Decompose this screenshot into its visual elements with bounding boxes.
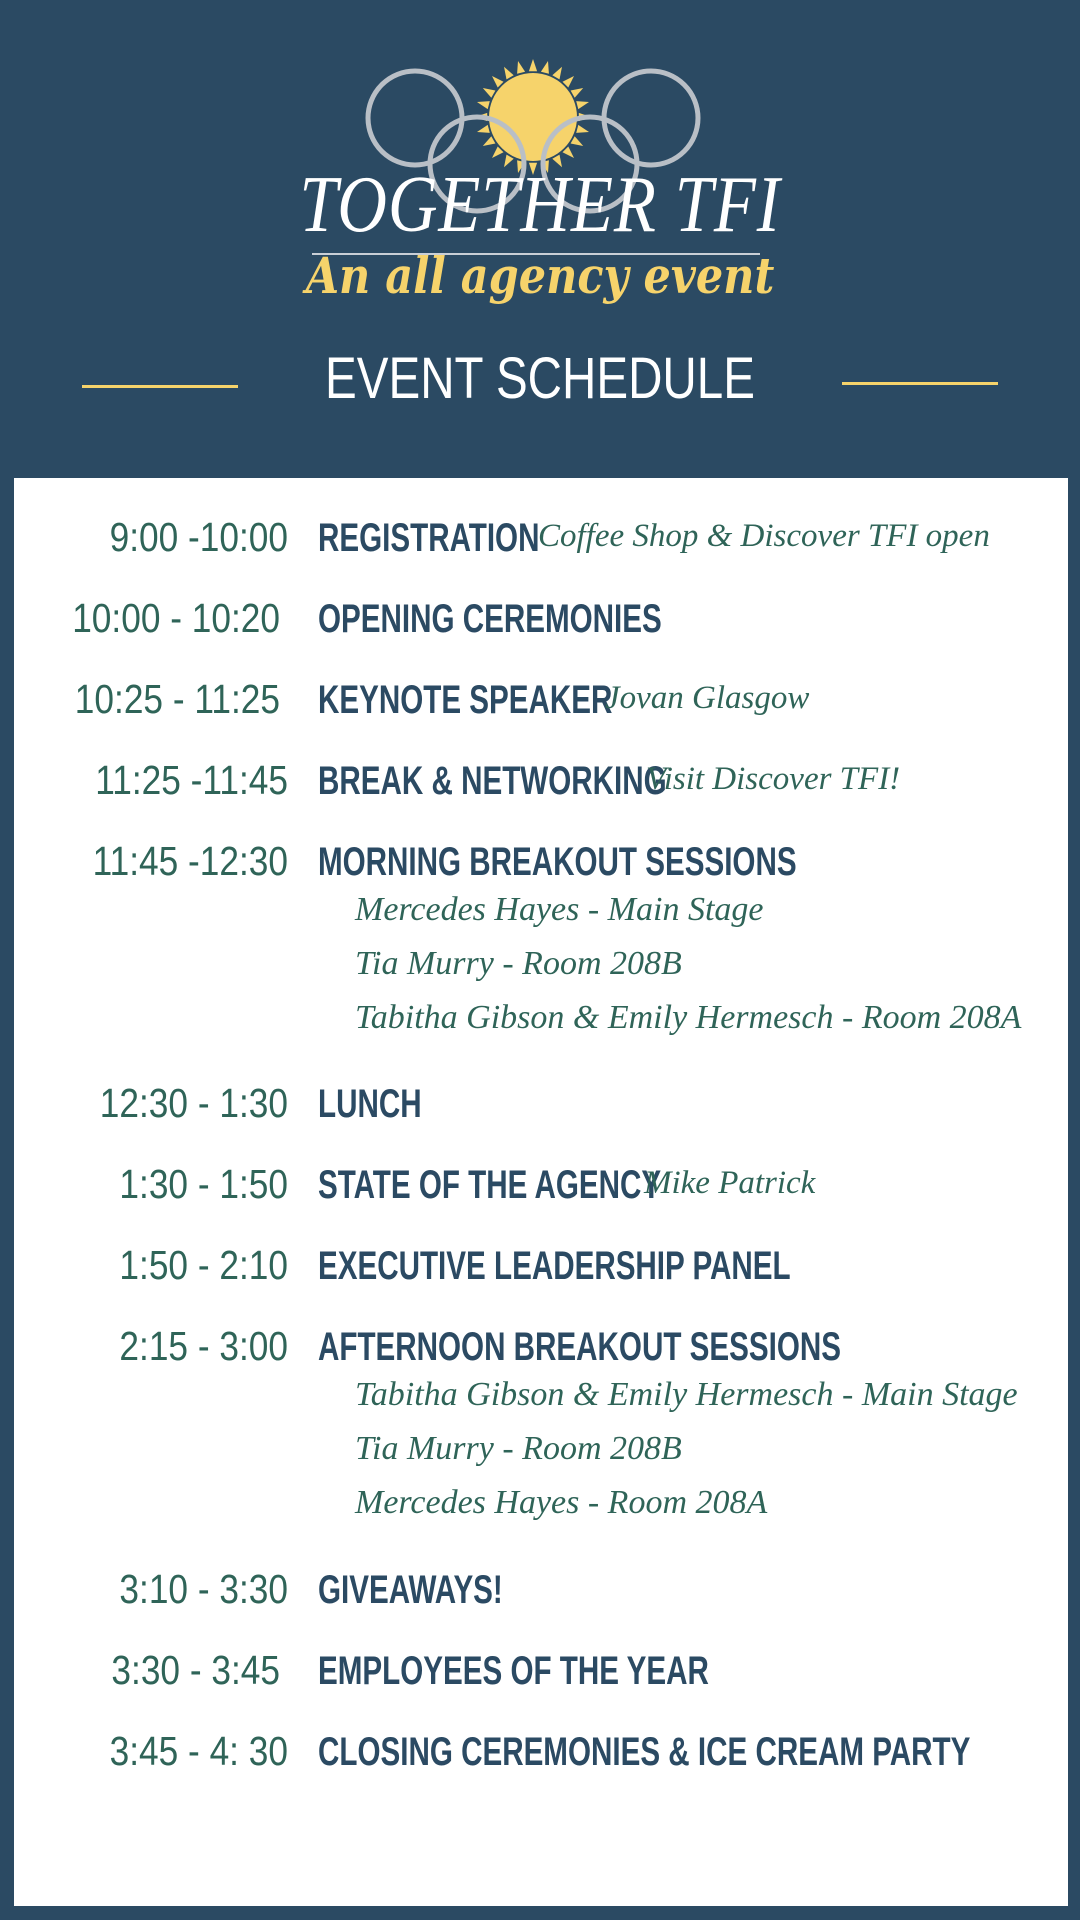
breakout-session: Mercedes Hayes - Room 208A (355, 1484, 768, 1521)
schedule-time: 10:25 - 11:25 (74, 676, 280, 722)
breakout-session: Tabitha Gibson & Emily Hermesch - Main Stage (355, 1376, 1018, 1413)
schedule-activity: EMPLOYEES OF THE YEAR (318, 1649, 709, 1693)
header (0, 0, 1080, 478)
schedule-activity: EXECUTIVE LEADERSHIP PANEL (318, 1244, 791, 1288)
schedule-note: Coffee Shop & Discover TFI open (538, 518, 990, 554)
sun-ray (571, 88, 584, 98)
sun-ray (517, 61, 525, 74)
sun-ray (576, 101, 589, 109)
sun-ray (477, 101, 490, 109)
sun-ray (492, 147, 504, 159)
schedule-note: Mike Patrick (644, 1165, 816, 1201)
schedule-activity: OPENING CEREMONIES (318, 597, 662, 641)
sun-ray (483, 136, 496, 146)
schedule-activity: CLOSING CEREMONIES & ICE CREAM PARTY (318, 1730, 971, 1774)
sun-ray (552, 67, 562, 80)
breakout-session: Mercedes Hayes - Main Stage (355, 891, 764, 928)
schedule-activity: KEYNOTE SPEAKER (318, 678, 613, 722)
sun-ray (504, 67, 514, 80)
schedule-time: 2:15 - 3:00 (119, 1323, 288, 1369)
schedule-activity: MORNING BREAKOUT SESSIONS (318, 840, 797, 884)
event-subtitle: An all agency event (305, 246, 775, 305)
schedule-time: 3:45 - 4: 30 (109, 1728, 288, 1774)
schedule-time: 11:25 -11:45 (95, 757, 288, 803)
schedule-activity: LUNCH (318, 1082, 422, 1126)
schedule-time: 3:10 - 3:30 (119, 1566, 288, 1612)
schedule-time: 1:30 - 1:50 (119, 1161, 288, 1207)
schedule-activity: REGISTRATION (318, 516, 540, 560)
schedule-panel (14, 478, 1068, 1906)
sun-ray (483, 88, 496, 98)
schedule-activity: GIVEAWAYS! (318, 1568, 503, 1612)
schedule-activity: AFTERNOON BREAKOUT SESSIONS (318, 1325, 841, 1369)
schedule-time: 11:45 -12:30 (92, 838, 288, 884)
schedule-heading: EVENT SCHEDULE (325, 346, 755, 411)
sun-ray (529, 59, 537, 71)
schedule-time: 9:00 -10:00 (109, 514, 288, 560)
event-title: TOGETHER TFI (299, 161, 781, 249)
breakout-session: Tia Murry - Room 208B (355, 1430, 682, 1467)
schedule-time: 1:50 - 2:10 (119, 1242, 288, 1288)
breakout-session: Tia Murry - Room 208B (355, 945, 682, 982)
schedule-note: Jovan Glasgow (605, 680, 810, 716)
sun-ray (541, 61, 549, 74)
sun-ray (477, 125, 490, 133)
sun-ray (563, 76, 575, 88)
sun-ray (571, 136, 584, 146)
schedule-time: 3:30 - 3:45 (111, 1647, 280, 1693)
right-decorative-line (842, 382, 998, 385)
schedule-activity: STATE OF THE AGENCY (318, 1163, 662, 1207)
schedule-time: 10:00 - 10:20 (72, 595, 280, 641)
sun-ray (563, 147, 575, 159)
sun-ray (576, 125, 589, 133)
schedule-activity: BREAK & NETWORKING (318, 759, 667, 803)
schedule-note: Visit Discover TFI! (646, 761, 901, 797)
sun-ray (492, 76, 504, 88)
breakout-session: Tabitha Gibson & Emily Hermesch - Room 208A (355, 999, 1022, 1036)
schedule-time: 12:30 - 1:30 (99, 1080, 288, 1126)
